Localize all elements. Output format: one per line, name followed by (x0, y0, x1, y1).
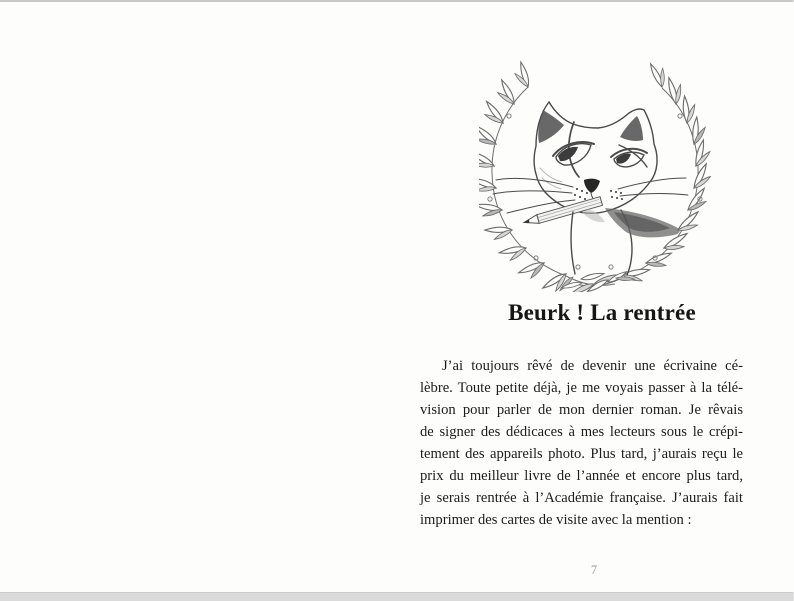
page-right (397, 2, 794, 592)
paragraph-line: vision pour parler de mon dernier roman. Je rêvais (420, 402, 743, 418)
paragraph-line: lèbre. Toute petite déjà, je me voyais passer à la télé- (420, 380, 743, 396)
paragraph-line: prix du meilleur livre de l’année et encore plus tard, (420, 468, 743, 484)
cat-chest-shading (582, 209, 605, 222)
window-bottom-bar (0, 592, 793, 601)
page-left-blank (0, 2, 397, 592)
cat-ear-right-inner (620, 116, 643, 141)
cat-laurel-illustration (479, 60, 711, 292)
cat-laurel-illustration-svg (479, 60, 711, 292)
book-spread (0, 2, 794, 592)
paragraph-line: imprimer des cartes de visite avec la mention : (420, 512, 692, 528)
chapter-title: Beurk ! La rentrée (508, 300, 696, 325)
page-number: 7 (590, 563, 598, 577)
paragraph-line: J’ai toujours rêvé de devenir une écrivaine cé- (442, 358, 743, 374)
paragraph-line: tement des appareils photo. Plus tard, j’aurais reçu le (420, 446, 743, 462)
cat-nose (584, 179, 600, 193)
chapter-paragraph (420, 355, 743, 531)
paragraph-line: je serais rentrée à l’Académie française. J’aurais fait (420, 490, 743, 506)
paragraph-line: de signer des dédicaces à mes lecteurs sous le crépi- (420, 424, 743, 440)
laurel-wreath (479, 62, 711, 292)
cat-neck-left (571, 212, 575, 274)
